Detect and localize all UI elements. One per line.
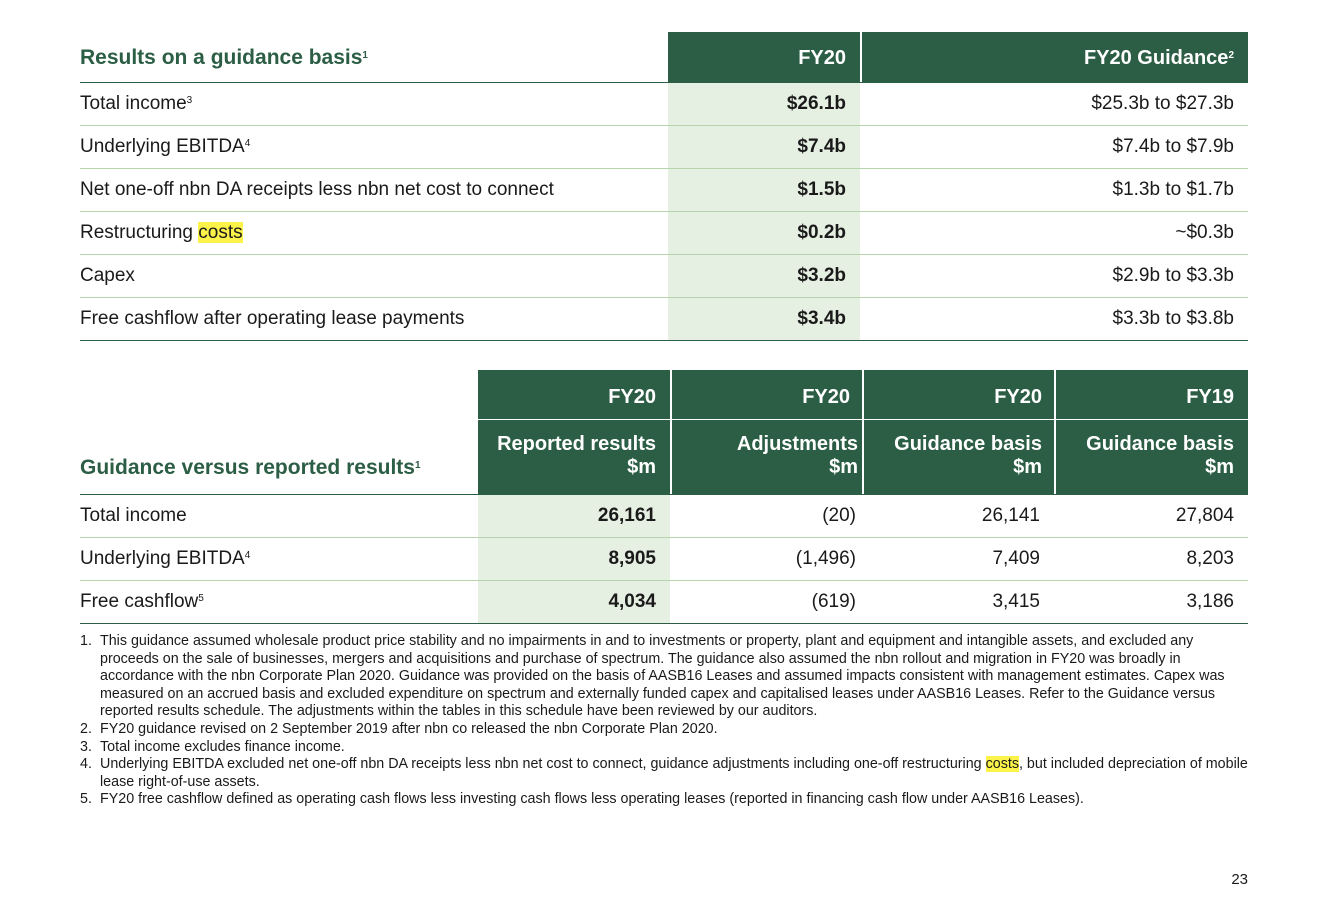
guidance-value: ~$0.3b	[1175, 222, 1234, 243]
fy20-value: $26.1b	[668, 83, 860, 125]
row-label: Underlying EBITDA$^4$	[80, 548, 251, 569]
search-highlight: costs	[198, 222, 243, 243]
fy20-value: $7.4b	[668, 126, 860, 168]
row-label: Free cashflow$^5$	[80, 591, 204, 612]
table-row	[80, 255, 1248, 298]
fy20-value: $3.4b	[668, 298, 860, 340]
fy20-guidance-basis-value: 26,141	[981, 505, 1040, 526]
column-header-fy20-guidance: FY20 Guidance$^2$	[862, 32, 1248, 82]
table-title: Results on a guidance basis$^1$	[80, 46, 368, 69]
table-row	[80, 212, 1248, 255]
column-header-fy19-guidance-basis: FY19 Guidance basis $m	[1054, 370, 1248, 494]
row-label: Underlying EBITDA$^4$	[80, 136, 251, 157]
guidance-value: $2.9b to $3.3b	[1112, 265, 1234, 286]
table-title: Guidance versus reported results$^1$	[80, 456, 421, 479]
guidance-value: $7.4b to $7.9b	[1112, 136, 1234, 157]
table-header	[80, 370, 1248, 495]
fy20-value: $1.5b	[668, 169, 860, 211]
table-row	[80, 538, 1248, 581]
fy19-guidance-basis-value: 27,804	[1175, 505, 1234, 526]
footnotes	[80, 633, 1250, 809]
footnote: 5. FY20 free cashflow defined as operating cash flows less investing cash flows less operating leases (reported in financing cash flow under AASB16 Leases).	[80, 791, 1084, 808]
search-highlight: costs	[985, 756, 1019, 773]
footnote: 1. This guidance assumed wholesale product price stability and no impairments in and to investments or property, plant and equipment and intangible assets, and excluded any proceeds on the sale of businesses, mergers and acquisitions and purchase of spectrum. The guidance also assumed the nbn rollout and migration in FY20 was broadly in accordance with the nbn Corporate Plan 2020. Guidance was provided on the basis of AASB16 Leases and assumed impacts consistent with management estimates. Capex was measured on an accrued basis and excluded expenditure on spectrum and externally funded capex and capitalised leases under AASB16 Leases. Refer to the Guidance versus reported results schedule. The adjustments within the tables in this schedule have been reviewed by our auditors.	[80, 633, 1225, 720]
adjustment-value: (619)	[811, 591, 856, 612]
reported-value: 26,161	[478, 495, 670, 537]
reported-value: 4,034	[478, 581, 670, 623]
row-label: Total income$^3$	[80, 93, 193, 114]
column-header-reported: FY20 Reported results $m	[478, 370, 670, 494]
table-row	[80, 298, 1248, 341]
table-row	[80, 169, 1248, 212]
adjustment-value: (1,496)	[795, 548, 856, 569]
fy19-guidance-basis-value: 3,186	[1186, 591, 1234, 612]
adjustment-value: (20)	[822, 505, 856, 526]
row-label: Restructuring costs	[80, 222, 243, 243]
table-row	[80, 581, 1248, 624]
table-header	[80, 32, 1248, 83]
row-label: Net one-off nbn DA receipts less nbn net cost to connect	[80, 179, 554, 200]
page-number: 23	[1231, 871, 1248, 888]
guidance-value: $25.3b to $27.3b	[1091, 93, 1234, 114]
table-row	[80, 83, 1248, 126]
footnote: 2. FY20 guidance revised on 2 September 2019 after nbn co released the nbn Corporate Plan 2020.	[80, 720, 718, 737]
fy20-value: $0.2b	[668, 212, 860, 254]
fy19-guidance-basis-value: 8,203	[1186, 548, 1234, 569]
fy20-value: $3.2b	[668, 255, 860, 297]
table-row	[80, 495, 1248, 538]
row-label: Capex	[80, 265, 135, 286]
guidance-value: $3.3b to $3.8b	[1112, 308, 1234, 329]
fy20-guidance-basis-value: 3,415	[992, 591, 1040, 612]
table-row	[80, 126, 1248, 169]
guidance-basis-table	[80, 32, 1248, 341]
reported-value: 8,905	[478, 538, 670, 580]
row-label: Free cashflow after operating lease payments	[80, 308, 465, 329]
column-header-fy20-guidance-basis: FY20 Guidance basis $m	[862, 370, 1056, 494]
guidance-value: $1.3b to $1.7b	[1112, 179, 1234, 200]
footnote: 4. Underlying EBITDA excluded net one-off nbn DA receipts less nbn net cost to connect, guidance adjustments including one-off restructuring costs, but included depreciation of mobile lease right-of-use assets.	[80, 756, 1248, 790]
footnote: 3. Total income excludes finance income.	[80, 738, 345, 755]
column-header-adjustments: FY20 Adjustments $m	[670, 370, 864, 494]
row-label: Total income	[80, 505, 187, 526]
column-header-fy20: FY20	[668, 32, 860, 82]
guidance-vs-reported-table	[80, 370, 1248, 624]
fy20-guidance-basis-value: 7,409	[992, 548, 1040, 569]
